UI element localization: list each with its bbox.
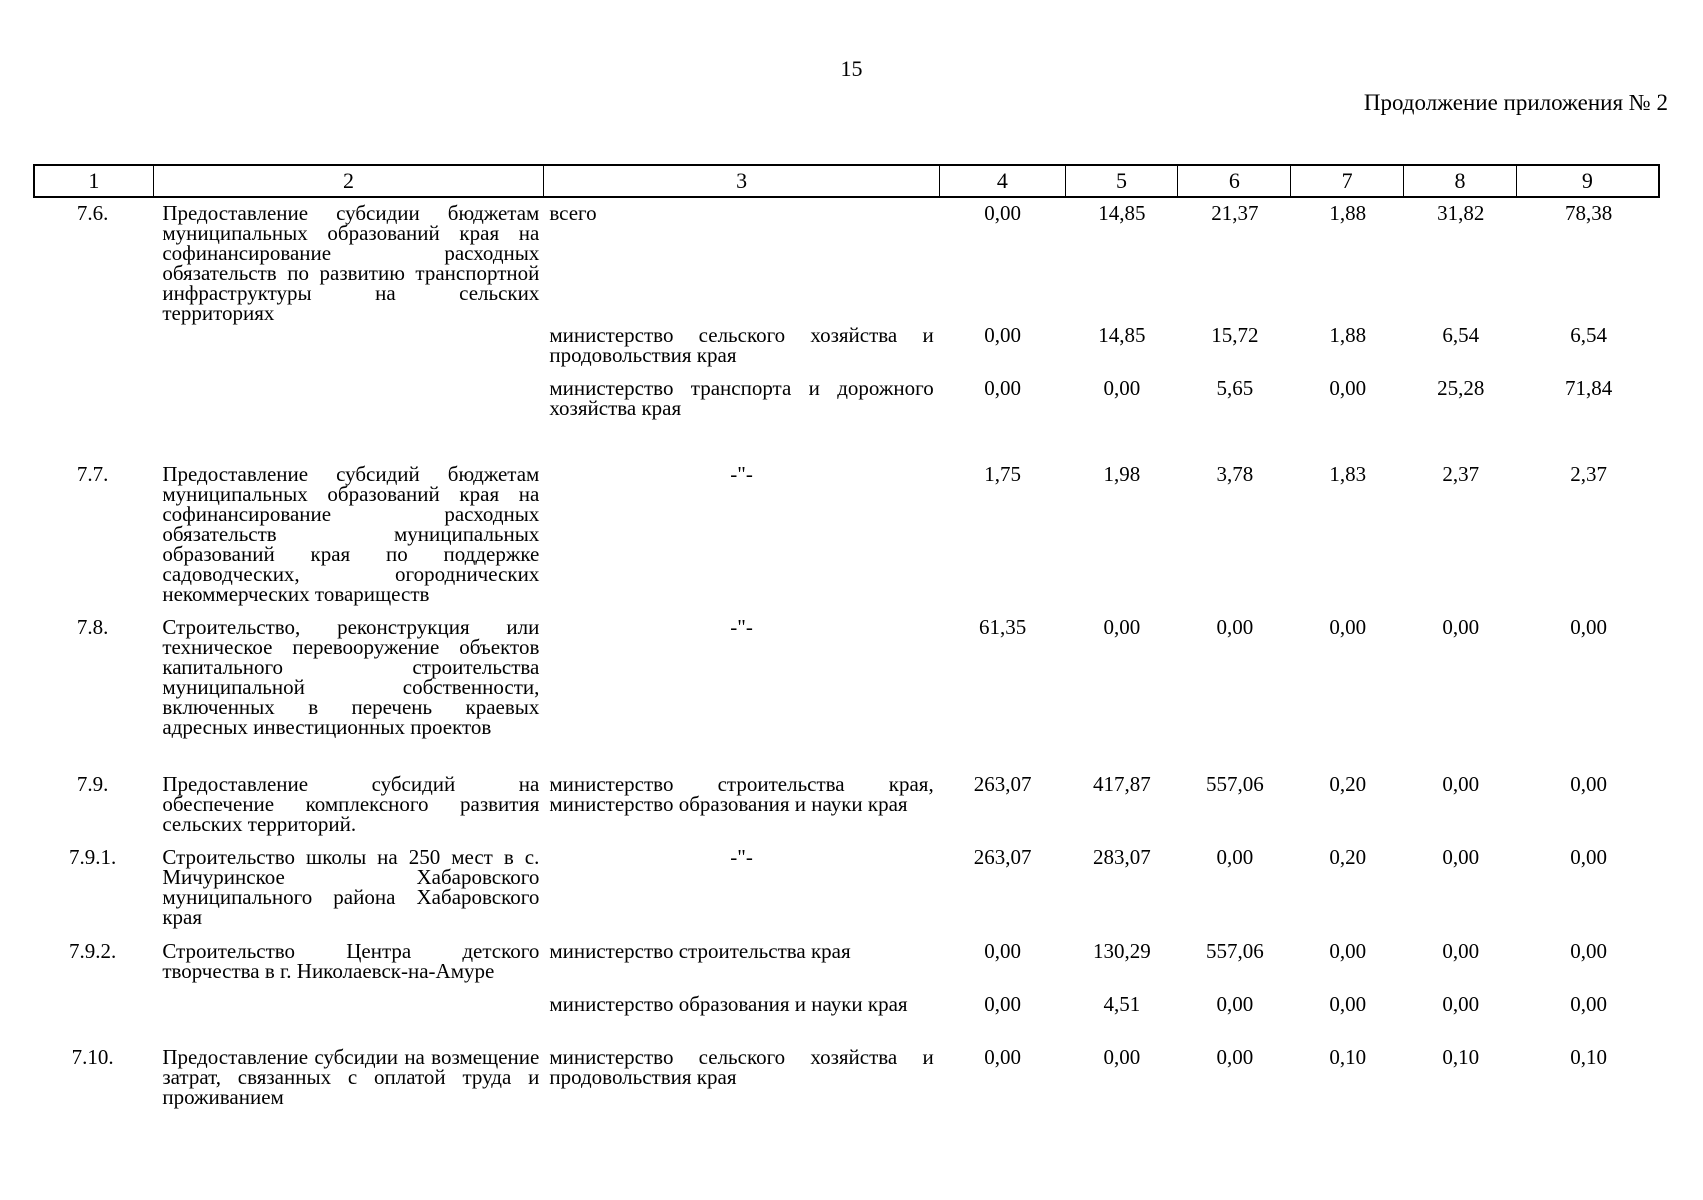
- value-col6: 0,00: [1216, 992, 1254, 1016]
- row-executor: министерство образования и науки края: [549, 992, 908, 1016]
- row-executor: министерство сельского хозяйства и продовольствия края: [549, 1045, 934, 1089]
- column-header-row: [34, 165, 1659, 197]
- row-name: Предоставление субсидии на возмещение затрат, связанных с оплатой труда и проживанием: [162, 1045, 540, 1109]
- value-col8: 0,00: [1442, 992, 1480, 1016]
- table-row: [33, 378, 1660, 464]
- value-col9: 0,00: [1570, 939, 1607, 963]
- table-row: [33, 941, 1660, 994]
- row-name: [152, 325, 543, 378]
- value-col4: 0,00: [984, 201, 1021, 225]
- value-col7: 1,83: [1329, 462, 1367, 486]
- data-table: [33, 203, 1660, 1117]
- value-col5: 0,00: [1103, 376, 1141, 400]
- value-col7: 0,00: [1329, 939, 1367, 963]
- column-header-table: [33, 164, 1660, 198]
- row-code: [33, 325, 152, 378]
- table-row: [33, 617, 1660, 774]
- row-executor: министерство транспорта и дорожного хозяйства края: [549, 376, 934, 420]
- column-header: 5: [1065, 165, 1178, 197]
- row-executor: -"-: [730, 615, 753, 639]
- table-row: [33, 774, 1660, 847]
- value-col4: 1,75: [984, 462, 1021, 486]
- value-col9: 2,37: [1570, 462, 1607, 486]
- value-col7: 1,88: [1329, 323, 1367, 347]
- value-col8: 0,00: [1442, 615, 1480, 639]
- value-col9: 0,00: [1570, 772, 1607, 796]
- row-name: [152, 378, 543, 464]
- value-col9: 0,00: [1570, 992, 1607, 1016]
- value-col9: 0,00: [1570, 845, 1607, 869]
- row-name: [152, 994, 543, 1047]
- table-row: [33, 464, 1660, 617]
- value-col8: 0,10: [1442, 1045, 1480, 1069]
- row-code: 7.9.2.: [69, 939, 117, 963]
- value-col9: 0,00: [1570, 615, 1607, 639]
- appendix-title: Продолжение приложения № 2: [1363, 90, 1668, 115]
- value-col4: 0,00: [984, 992, 1021, 1016]
- column-header: 7: [1291, 165, 1404, 197]
- value-col5: 0,00: [1103, 615, 1141, 639]
- value-col6: 0,00: [1216, 845, 1254, 869]
- value-col6: 557,06: [1205, 939, 1264, 963]
- row-code: 7.6.: [76, 201, 109, 225]
- value-col4: 0,00: [984, 939, 1021, 963]
- column-header: 4: [940, 165, 1066, 197]
- value-col6: 5,65: [1216, 376, 1254, 400]
- value-col5: 1,98: [1103, 462, 1141, 486]
- value-col4: 0,00: [984, 376, 1021, 400]
- value-col6: 15,72: [1211, 323, 1259, 347]
- value-col9: 78,38: [1564, 201, 1613, 225]
- value-col7: 0,10: [1329, 1045, 1367, 1069]
- value-col6: 557,06: [1205, 772, 1264, 796]
- value-col4: 263,07: [973, 845, 1032, 869]
- table-row: [33, 1047, 1660, 1117]
- value-col4: 263,07: [973, 772, 1032, 796]
- row-code: 7.10.: [71, 1045, 114, 1069]
- value-col6: 0,00: [1216, 1045, 1254, 1069]
- row-executor: министерство сельского хозяйства и продовольствия края: [549, 323, 934, 367]
- value-col8: 0,00: [1442, 772, 1480, 796]
- column-header: 8: [1404, 165, 1517, 197]
- value-col8: 2,37: [1442, 462, 1480, 486]
- row-executor: министерство строительства края: [549, 939, 851, 963]
- table-row: [33, 203, 1660, 325]
- value-col4: 0,00: [984, 1045, 1021, 1069]
- table-row: [33, 847, 1660, 941]
- value-col7: 0,20: [1329, 845, 1367, 869]
- value-col8: 0,00: [1442, 845, 1480, 869]
- value-col4: 61,35: [978, 615, 1027, 639]
- value-col8: 25,28: [1437, 376, 1485, 400]
- table-row: [33, 994, 1660, 1047]
- value-col9: 71,84: [1564, 376, 1613, 400]
- row-code: 7.9.1.: [69, 845, 117, 869]
- row-name: Предоставление субсидии бюджетам муниципальных образований края на софинансирование расходных обязательств по развитию транспортной инфраструктуры на сельских территориях: [162, 201, 540, 325]
- row-executor: -"-: [730, 462, 753, 486]
- value-col9: 0,10: [1570, 1045, 1607, 1069]
- row-code: [33, 378, 152, 464]
- row-name: Строительство Центра детского творчества в г. Николаевск-на-Амуре: [162, 939, 540, 983]
- column-header: 3: [544, 165, 940, 197]
- value-col6: 0,00: [1216, 615, 1254, 639]
- value-col5: 283,07: [1093, 845, 1151, 869]
- value-col5: 14,85: [1098, 323, 1146, 347]
- row-code: 7.8.: [76, 615, 109, 639]
- column-header: 6: [1178, 165, 1291, 197]
- value-col5: 14,85: [1098, 201, 1146, 225]
- row-name: Строительство школы на 250 мест в с. Мичуринское Хабаровского муниципального района Хабаровского края: [162, 845, 540, 929]
- value-col6: 21,37: [1211, 201, 1259, 225]
- row-code: 7.9.: [76, 772, 109, 796]
- row-code: [33, 994, 152, 1047]
- value-col8: 0,00: [1442, 939, 1480, 963]
- value-col7: 0,20: [1329, 772, 1367, 796]
- value-col7: 0,00: [1329, 376, 1367, 400]
- column-header: 9: [1516, 165, 1659, 197]
- value-col7: 1,88: [1329, 201, 1367, 225]
- value-col9: 6,54: [1570, 323, 1607, 347]
- value-col8: 6,54: [1442, 323, 1480, 347]
- column-header: 1: [34, 165, 153, 197]
- value-col5: 4,51: [1103, 992, 1141, 1016]
- row-name: Предоставление субсидий на обеспечение комплексного развития сельских территорий.: [162, 772, 540, 836]
- row-executor: министерство строительства края, министерство образования и науки края: [549, 772, 934, 816]
- value-col5: 417,87: [1093, 772, 1151, 796]
- page-number: 15: [840, 56, 863, 81]
- value-col5: 130,29: [1093, 939, 1151, 963]
- value-col7: 0,00: [1329, 615, 1367, 639]
- value-col6: 3,78: [1216, 462, 1254, 486]
- row-name: Предоставление субсидий бюджетам муниципальных образований края на софинансирование расходных обязательств муниципальных образований края по поддержке садоводческих, огороднических некоммерческих товариществ: [162, 462, 540, 606]
- table-row: [33, 325, 1660, 378]
- row-executor: всего: [549, 201, 597, 225]
- column-header: 2: [153, 165, 544, 197]
- row-code: 7.7.: [76, 462, 109, 486]
- value-col4: 0,00: [984, 323, 1021, 347]
- value-col5: 0,00: [1103, 1045, 1141, 1069]
- row-name: Строительство, реконструкция или техническое перевооружение объектов капитального строительства муниципальной собственности, включенных в перечень краевых адресных инвестиционных проектов: [162, 615, 540, 739]
- value-col8: 31,82: [1437, 201, 1485, 225]
- value-col7: 0,00: [1329, 992, 1367, 1016]
- row-executor: -"-: [730, 845, 753, 869]
